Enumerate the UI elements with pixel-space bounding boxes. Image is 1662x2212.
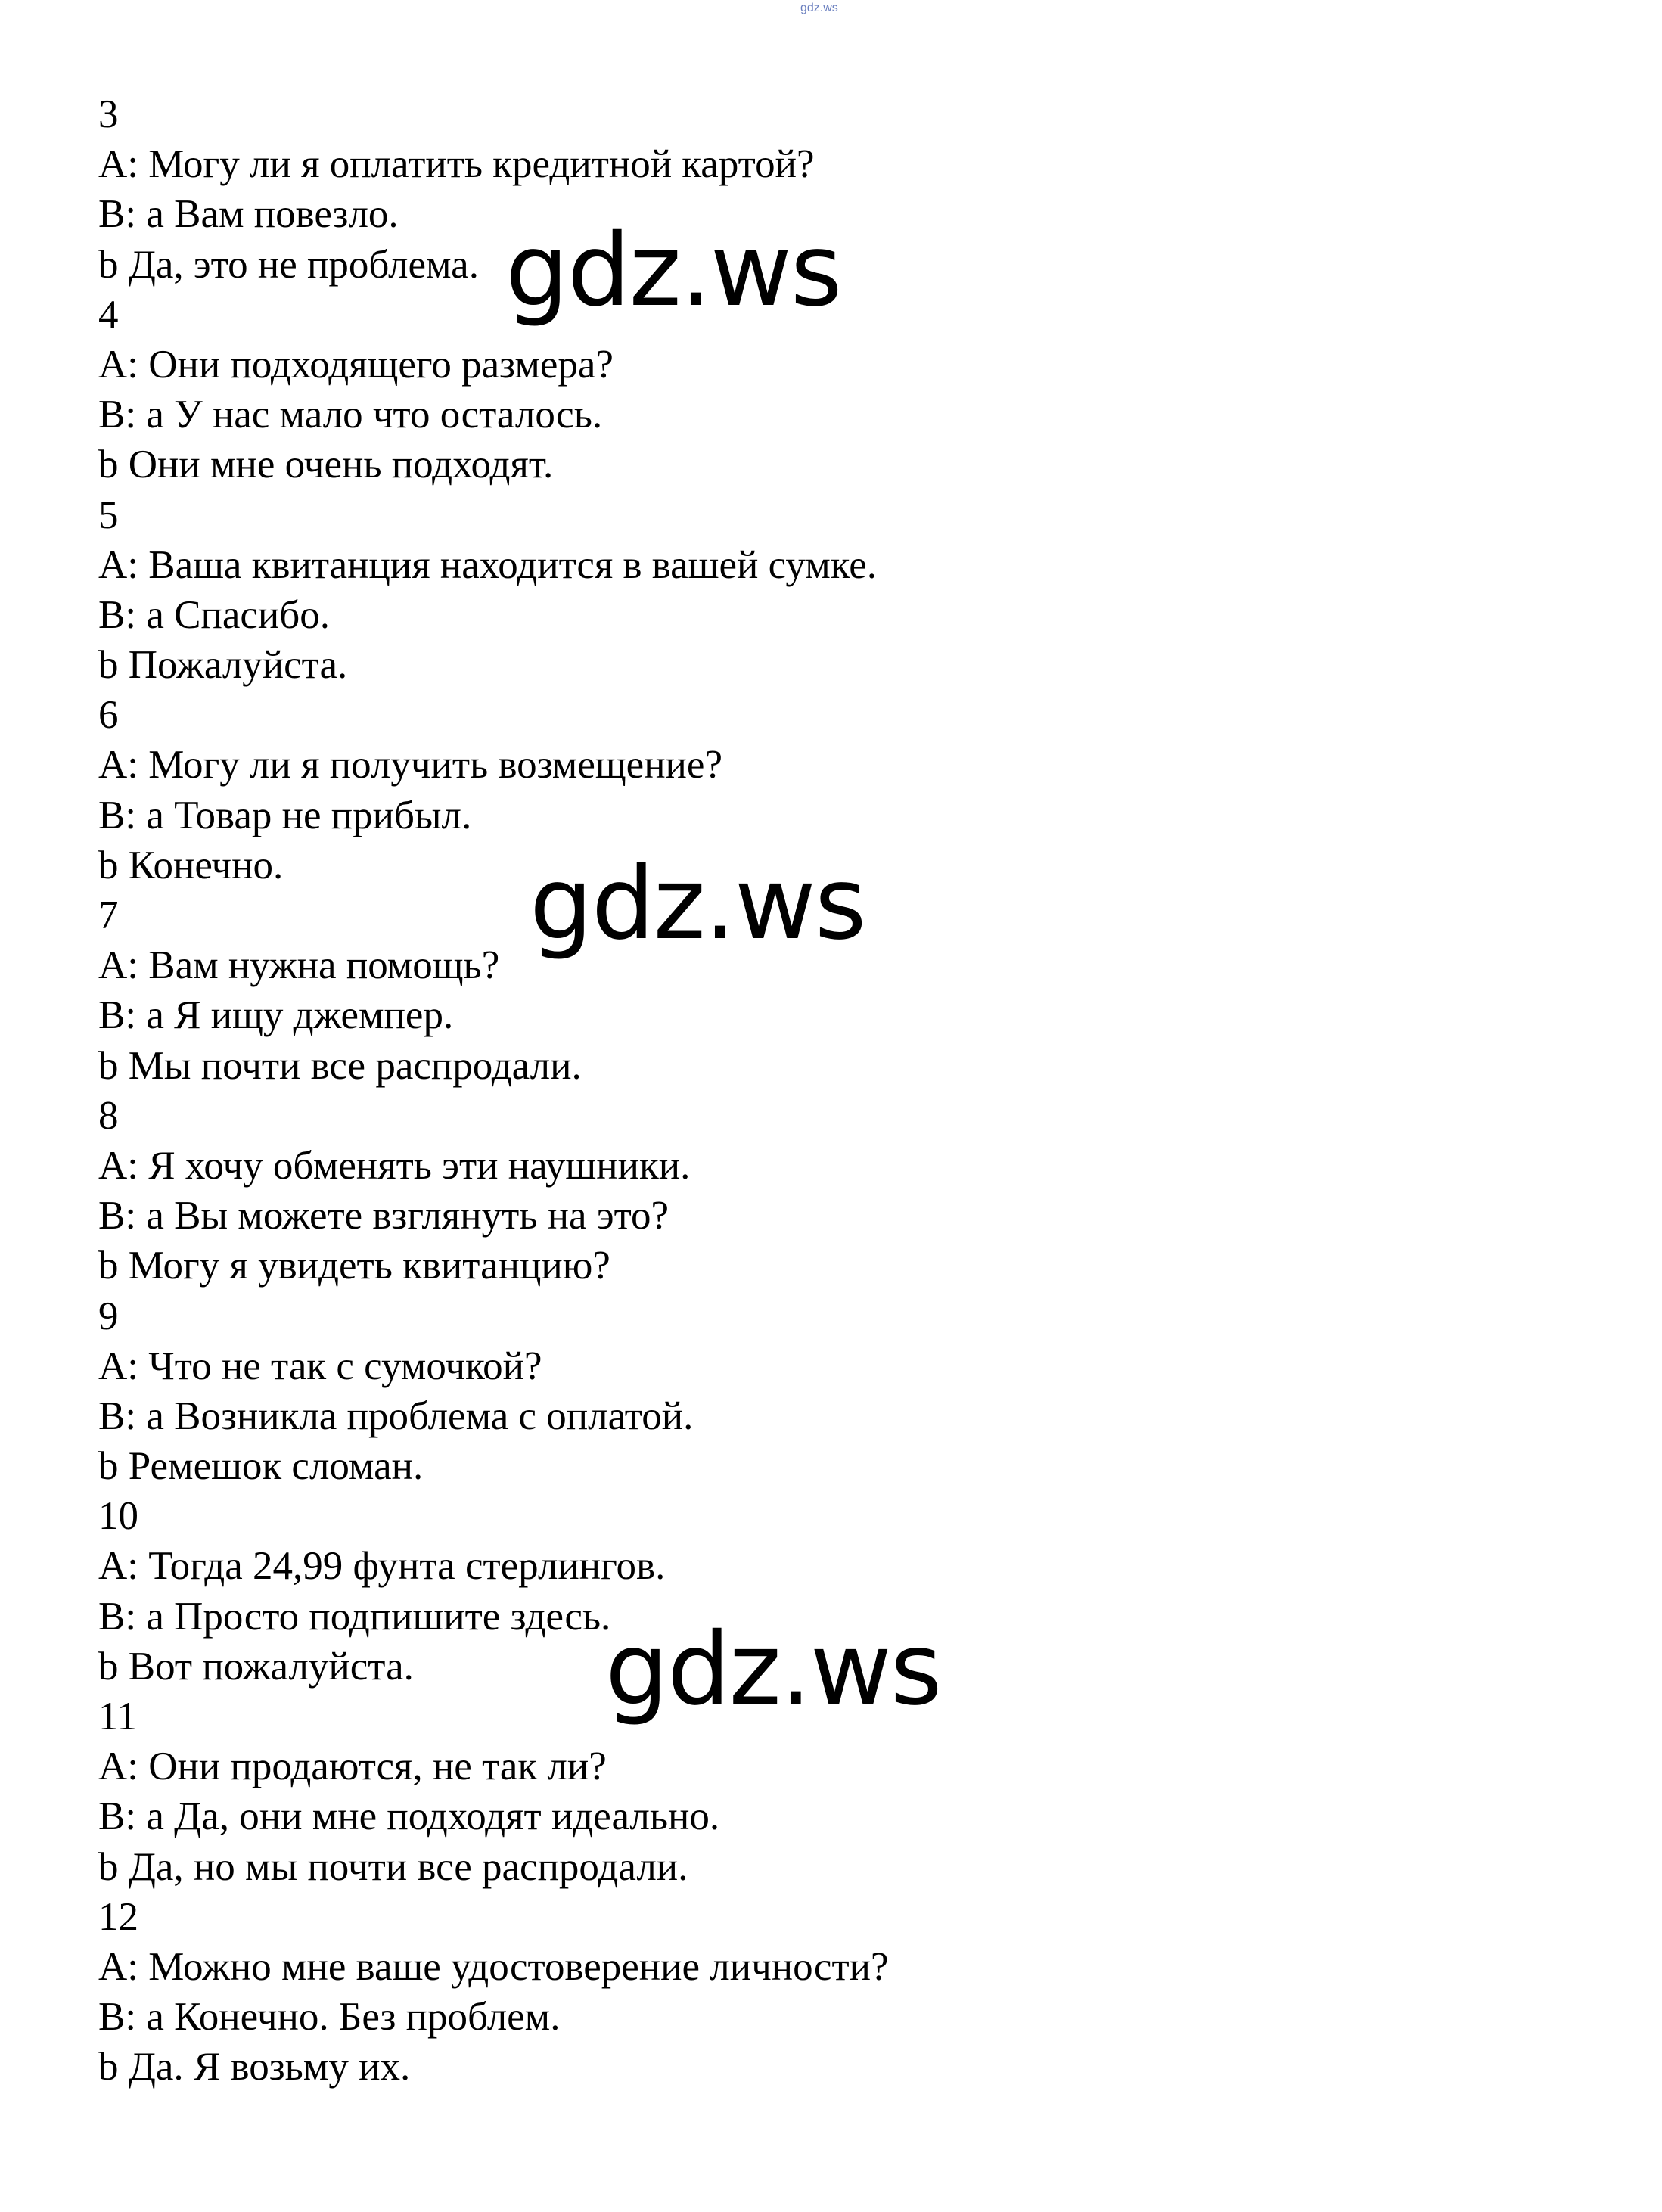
item-number: 4 [98, 292, 119, 337]
line-b-option-b: b Пожалуйста. [98, 643, 348, 688]
dialogue-item [98, 490, 1536, 691]
line-b-option-a: B: a Конечно. Без проблем. [98, 1995, 561, 2040]
line-b-option-a: B: a Товар не прибыл. [98, 793, 472, 837]
line-b-option-b: b Да, но мы почти все распродали. [98, 1844, 688, 1889]
line-b-option-b: b Конечно. [98, 843, 284, 887]
item-number: 10 [98, 1494, 138, 1539]
line-a: A: Ваша квитанция находится в вашей сумке. [98, 542, 877, 587]
line-b-option-a: B: a Вы можете взглянуть на это? [98, 1194, 669, 1238]
line-b-option-b: b Ремешок сломан. [98, 1444, 424, 1489]
line-a: A: Они продаются, не так ли? [98, 1744, 607, 1789]
line-a: A: Могу ли я оплатить кредитной картой? [98, 142, 815, 187]
line-b-option-a: B: a Я ищу джемпер. [98, 993, 454, 1038]
item-number: 8 [98, 1093, 119, 1138]
item-number: 11 [98, 1695, 138, 1738]
line-b-option-a: B: a У нас мало что осталось. [98, 393, 603, 437]
line-b-option-a: B: a Да, они мне подходят идеально. [98, 1794, 720, 1839]
document-body [98, 89, 1536, 2092]
line-b-option-b: b Да. Я возьму их. [98, 2045, 411, 2089]
line-b-option-a: B: a Возникла проблема с оплатой. [98, 1393, 694, 1438]
line-b-option-a: B: a Просто подпишите здесь. [98, 1594, 611, 1639]
item-number: 5 [98, 492, 119, 537]
watermark: gdz.ws [505, 213, 841, 329]
item-number: 3 [98, 92, 119, 136]
dialogue-item [98, 1892, 1536, 2092]
watermark: gdz.ws [605, 1611, 941, 1728]
line-a: A: Можно мне ваше удостоверение личности? [98, 1944, 889, 1989]
line-a: A: Что не так с сумочкой? [98, 1344, 542, 1388]
header-site-mark: gdz.ws [800, 2, 838, 14]
item-number: 9 [98, 1294, 119, 1338]
line-a: A: Они подходящего размера? [98, 342, 614, 387]
line-b-option-b: b Могу я увидеть квитанцию? [98, 1244, 610, 1288]
line-a: A: Тогда 24,99 фунта стерлингов. [98, 1544, 666, 1589]
dialogue-item [98, 1091, 1536, 1291]
item-number: 12 [98, 1894, 138, 1939]
dialogue-item [98, 1291, 1536, 1492]
line-a: A: Вам нужна помощь? [98, 943, 500, 988]
line-b-option-b: b Да, это не проблема. [98, 242, 479, 287]
line-a: A: Я хочу обменять эти наушники. [98, 1143, 691, 1188]
watermark: gdz.ws [530, 846, 865, 962]
line-b-option-b: b Мы почти все распродали. [98, 1043, 582, 1088]
line-a: A: Могу ли я получить возмещение? [98, 743, 722, 788]
item-number: 6 [98, 693, 119, 738]
line-b-option-b: b Вот пожалуйста. [98, 1644, 414, 1689]
line-b-option-a: B: a Спасибо. [98, 592, 330, 637]
line-b-option-a: B: a Вам повезло. [98, 192, 399, 237]
item-number: 7 [98, 893, 119, 937]
line-b-option-b: b Они мне очень подходят. [98, 443, 554, 487]
